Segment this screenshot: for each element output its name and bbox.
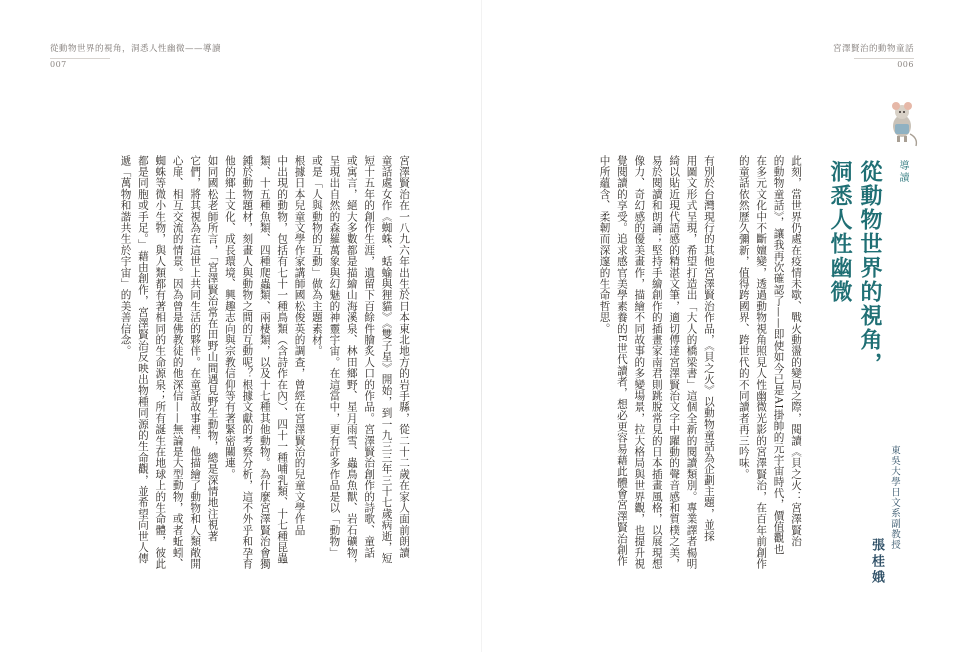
body-line: 呈現出自然的森羅萬象與幻魅的神靈宇宙。在這當中，更有許多作品是以「動物」 [328, 155, 341, 559]
body-line: 遞「萬物和諧共生於宇宙」的美善信念。 [119, 155, 132, 357]
right-page [482, 0, 964, 652]
body-line: 都是同胞或手足。」藉由創作，宮澤賢治反映出物種同源的生命觀，並希望向世人傳 [136, 155, 149, 565]
right-running-head: 宮澤賢治的動物童話 [832, 44, 914, 54]
body-line: 用圖文形式呈現，希望打造出「大人的橋梁書」這個全新的閱讀類別。專業譯者楊明 [685, 155, 698, 570]
body-line: 如同國松老師所言，「宮澤賢治常在田野山間遇見野生動物，總是深情地注視著 [206, 155, 219, 542]
left-body-text [82, 155, 412, 600]
body-line: 它們，將其視為在這世上共同生活的夥伴。在童話故事裡，他描繪了動物和人類敞開 [189, 155, 202, 570]
body-line: 他的鄉土文化、成長環境、興趣志向與宗教信仰等有著緊密關連。 [223, 155, 236, 480]
paragraph-gap [717, 155, 734, 600]
right-head-rule [854, 58, 914, 59]
author-affiliation: 東吳大學日文系副教授 [889, 445, 900, 550]
chapter-title-line-2: 洞悉人性幽微 [827, 160, 853, 304]
left-folio: 007 [50, 60, 67, 69]
body-line: 有別於台灣現行的其他宮澤賢治作品，《貝之火》以動物童話為企劃主題，並採 [702, 155, 715, 542]
body-line: 心扉、相互交流的情景。因為曾是佛教徒的他深信——無論是大型動物，或者蚯蚓、 [171, 155, 184, 570]
body-line: 短十五年的創作生涯，遺留下百餘件膾炙人口的作品。宮澤賢治創作的詩歌、童話 [363, 155, 376, 559]
body-line: 童話處女作《蜘蛛、蛞蝓與狸貓》《雙子星》開始，到一九三三年三十七歲病逝，短 [380, 155, 393, 565]
body-line: 易於閱讀和朗誦；堅持手繪創作的插畫家南君則跳脫常見的日本插畫風格，以展現想 [650, 155, 663, 570]
body-line: 根據日本兒童文學作家講師國松俊英的調查，曾經在宮澤賢治的兒童文學作品 [293, 155, 306, 536]
body-line: 的動物童話》，讓我再次確認了——即使如今已是AI掛帥的元宇宙時代，價值觀也 [772, 155, 785, 555]
body-line: 在多元文化中不斷嬗變，透過動物視角照見人性幽微光影的宮澤賢治，在百年前創作 [755, 155, 768, 570]
right-body-text [544, 155, 804, 600]
body-line: 的童話依然歷久彌新，值得跨國界、跨世代的不同讀者再三吟味。 [737, 155, 750, 480]
mouse-illustration-icon [882, 100, 922, 148]
body-line: 此刻，當世界仍處在疫情未歇、戰火動盪的變局之際，閱讀《貝之火：宮澤賢治 [790, 155, 802, 547]
body-line: 中出現的動物，包括有七十一種鳥類（含詩作在內）、四十一種哺乳類、十七種昆蟲 [276, 155, 289, 565]
body-line: 綺以貼近現代語感的精湛文筆，適切傳達宮澤賢治文字中躍動的聲音感和質樸之美， [668, 155, 681, 570]
section-kicker: 導讀 [897, 160, 908, 184]
body-line: 鍾於動物題材，刻畫人與動物之間的互動呢？根據文獻的考察分析，這不外乎和孕育 [241, 155, 254, 570]
left-running-head: 從動物世界的視角，洞悉人性幽微——導讀 [50, 44, 222, 54]
chapter-title-line-1: 從動物世界的視角， [857, 160, 883, 376]
left-head-rule [50, 58, 110, 59]
body-line: 或是「人與動物的互動」做為主題素材。 [310, 155, 323, 357]
body-line: 類、十五種魚類、四種爬蟲類、兩棲類，以及十七種其他動物。為什麼宮澤賢治會獨 [258, 155, 271, 570]
body-line: 宮澤賢治在一八九六年出生於日本東北地方的岩手縣，從二十二歲在家人面前朗讀 [398, 155, 410, 559]
body-line: 蜘蛛等微小生物，與人類都有著相同的生命源泉；所有誕生在地球上的生命體，彼此 [154, 155, 167, 570]
right-folio: 006 [897, 60, 914, 69]
body-line: 像力、奇幻感的優美畫作，描繪不同故事的多變場景，拉大格局與世界觀，也提升視 [633, 155, 646, 570]
body-line: 中所蘊含、柔韌而深邃的生命哲思。 [598, 155, 611, 335]
body-line: 或寓言，絕大多數都是描繪山海溪泉、林田鄉野、星月雨雪、蟲鳥魚獸、岩石礦物， [345, 155, 358, 570]
body-line: 覺閱讀的享受。追求感官美學素養的E世代讀者，想必更容易藉此體會宮澤賢治創作 [615, 155, 628, 567]
author-name: 張桂娥 [869, 538, 884, 586]
